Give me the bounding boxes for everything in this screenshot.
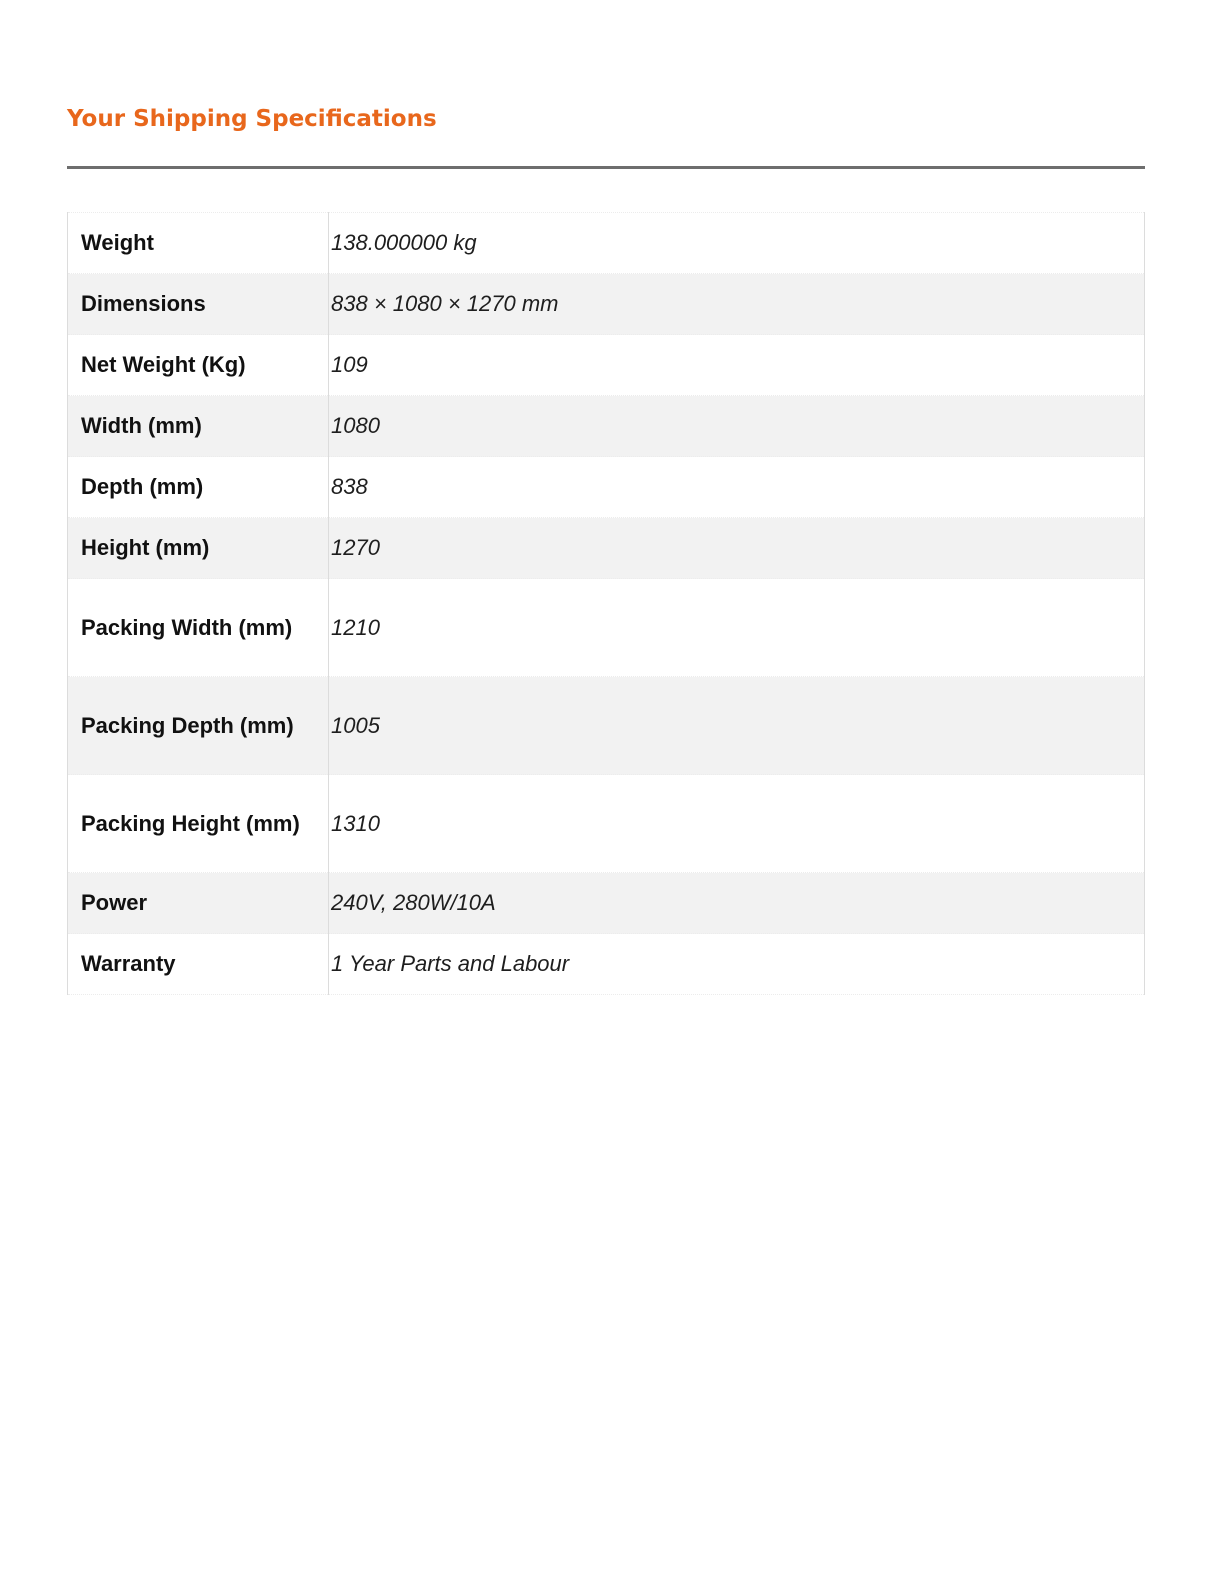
heading-divider xyxy=(67,166,1145,169)
table-row xyxy=(68,457,1145,518)
spec-value-depth: 838 xyxy=(329,457,1145,518)
spec-label-weight: Weight xyxy=(68,213,329,274)
page-title: Your Shipping Specifications xyxy=(67,106,437,132)
spec-label-dimensions: Dimensions xyxy=(68,274,329,335)
spec-value-height: 1270 xyxy=(329,518,1145,579)
spec-label-power: Power xyxy=(68,873,329,934)
spec-value-weight: 138.000000 kg xyxy=(329,213,1145,274)
spec-label-packing-height: Packing Height (mm) xyxy=(68,775,329,873)
table-row xyxy=(68,396,1145,457)
spec-value-packing-depth: 1005 xyxy=(329,677,1145,775)
spec-label-width: Width (mm) xyxy=(68,396,329,457)
table-row xyxy=(68,775,1145,873)
spec-label-depth: Depth (mm) xyxy=(68,457,329,518)
spec-value-packing-width: 1210 xyxy=(329,579,1145,677)
table-row xyxy=(68,873,1145,934)
table-row xyxy=(68,934,1145,995)
spec-value-dimensions: 838 × 1080 × 1270 mm xyxy=(329,274,1145,335)
spec-label-height: Height (mm) xyxy=(68,518,329,579)
table-row xyxy=(68,518,1145,579)
spec-label-warranty: Warranty xyxy=(68,934,329,995)
spec-label-packing-depth: Packing Depth (mm) xyxy=(68,677,329,775)
table-row xyxy=(68,579,1145,677)
specifications-table xyxy=(67,212,1145,995)
table-row xyxy=(68,677,1145,775)
spec-value-net-weight: 109 xyxy=(329,335,1145,396)
table-row xyxy=(68,335,1145,396)
table-row xyxy=(68,213,1145,274)
spec-value-warranty: 1 Year Parts and Labour xyxy=(329,934,1145,995)
table-row xyxy=(68,274,1145,335)
spec-value-packing-height: 1310 xyxy=(329,775,1145,873)
spec-value-width: 1080 xyxy=(329,396,1145,457)
spec-label-packing-width: Packing Width (mm) xyxy=(68,579,329,677)
spec-label-net-weight: Net Weight (Kg) xyxy=(68,335,329,396)
spec-value-power: 240V, 280W/10A xyxy=(329,873,1145,934)
